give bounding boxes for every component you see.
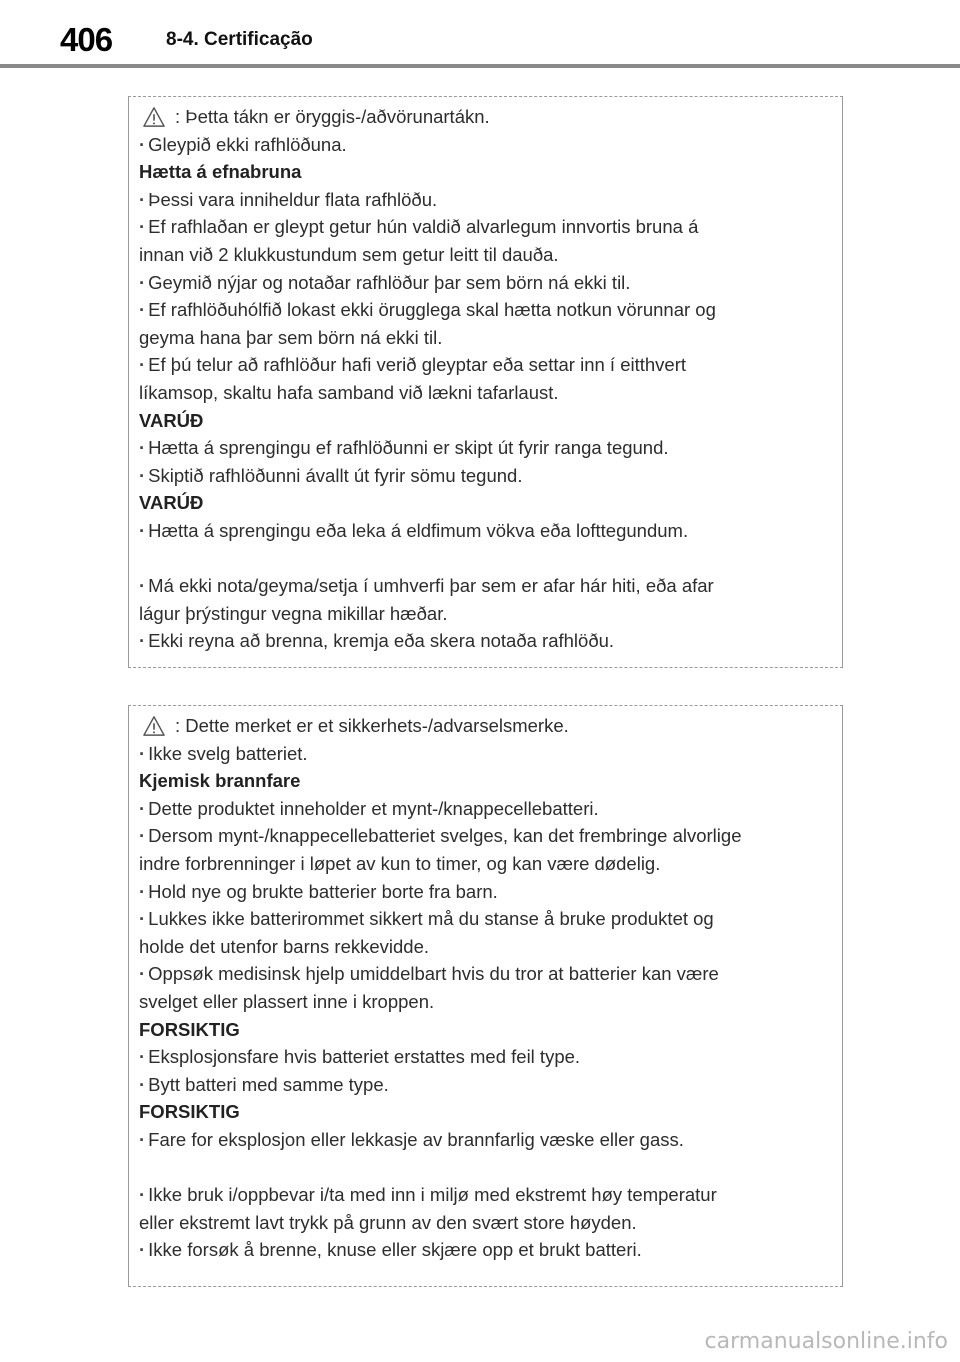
bullet-item: · Lukkes ikke batterirommet sikkert må du stanse å bruke produktet og	[139, 905, 832, 933]
continuation-text: lágur þrýstingur vegna mikillar hæðar.	[139, 602, 448, 624]
warning-heading: Kjemisk brannfare	[139, 770, 301, 792]
norwegian-warning-box	[128, 705, 843, 1287]
warning-triangle-icon	[143, 106, 165, 128]
continuation-text: svelget eller plassert inne i kroppen.	[139, 990, 435, 1012]
section-title: 8-4. Certificação	[166, 29, 313, 50]
continuation-text: holde det utenfor barns rekkevidde.	[139, 935, 430, 957]
warning-symbol-text: : Dette merket er et sikkerhets-/advarselsmerke.	[175, 715, 569, 736]
blank-line	[139, 1154, 832, 1182]
continuation-text: eller ekstremt lavt trykk på grunn av den svært store høyden.	[139, 1211, 637, 1233]
warning-heading: FORSIKTIG	[139, 1101, 240, 1123]
continuation-text: indre forbrenninger i løpet av kun to timer, og kan være dødelig.	[139, 852, 661, 874]
bullet-item: · Ef rafhlaðan er gleypt getur hún valdið alvarlegum innvortis bruna á	[139, 213, 832, 241]
continuation-text: innan við 2 klukkustundum sem getur leitt til dauða.	[139, 243, 559, 265]
bullet-item: · Ikke bruk i/oppbevar i/ta med inn i miljø med ekstremt høy temperatur	[139, 1181, 832, 1209]
bullet-item: · Hætta á sprengingu eða leka á eldfimum vökva eða lofttegundum.	[139, 517, 832, 545]
page-number: 406	[60, 21, 113, 58]
bullet-item: · Gleypið ekki rafhlöðuna.	[139, 131, 832, 159]
continuation-text: geyma hana þar sem börn ná ekki til.	[139, 326, 443, 348]
bullet-item: · Ef rafhlöðuhólfið lokast ekki örugglega skal hætta notkun vörunnar og	[139, 296, 832, 324]
bullet-item: · Dersom mynt-/knappecellebatteriet svelges, kan det frembringe alvorlige	[139, 822, 832, 850]
bullet-item: · Ikke svelg batteriet.	[139, 740, 832, 768]
bullet-item: · Dette produktet inneholder et mynt-/knappecellebatteri.	[139, 795, 832, 823]
warning-triangle-icon	[143, 715, 165, 737]
bullet-item: · Hold nye og brukte batterier borte fra barn.	[139, 878, 832, 906]
bullet-item: · Hætta á sprengingu ef rafhlöðunni er skipt út fyrir ranga tegund.	[139, 434, 832, 462]
bullet-item: · Ef þú telur að rafhlöður hafi verið gleyptar eða settar inn í eitthvert	[139, 351, 832, 379]
header-divider	[0, 64, 960, 68]
bullet-item: · Oppsøk medisinsk hjelp umiddelbart hvis du tror at batterier kan være	[139, 960, 832, 988]
icelandic-warning-box	[128, 96, 843, 668]
warning-heading: FORSIKTIG	[139, 1018, 240, 1040]
bullet-item: · Fare for eksplosjon eller lekkasje av brannfarlig væske eller gass.	[139, 1126, 832, 1154]
warning-symbol-text: : Þetta tákn er öryggis-/aðvörunartákn.	[175, 106, 490, 127]
page-header	[0, 0, 960, 68]
bullet-item: · Skiptið rafhlöðunni ávallt út fyrir sömu tegund.	[139, 462, 832, 490]
warning-symbol-line	[139, 712, 832, 740]
bullet-item: · Geymið nýjar og notaðar rafhlöður þar sem börn ná ekki til.	[139, 269, 832, 297]
bullet-item: · Ekki reyna að brenna, kremja eða skera notaða rafhlöðu.	[139, 627, 832, 655]
bullet-item: · Má ekki nota/geyma/setja í umhverfi þar sem er afar hár hiti, eða afar	[139, 572, 832, 600]
bullet-item: · Eksplosjonsfare hvis batteriet erstattes med feil type.	[139, 1043, 832, 1071]
warning-heading: Hætta á efnabruna	[139, 161, 302, 183]
warning-heading: VARÚÐ	[139, 409, 204, 431]
warning-heading: VARÚÐ	[139, 492, 204, 514]
blank-line	[139, 545, 832, 573]
watermark: carmanualsonline.info	[704, 1329, 948, 1354]
bullet-item: · Þessi vara inniheldur flata rafhlöðu.	[139, 186, 832, 214]
warning-symbol-line	[139, 103, 832, 131]
bullet-item: · Ikke forsøk å brenne, knuse eller skjære opp et brukt batteri.	[139, 1236, 832, 1264]
continuation-text: líkamsop, skaltu hafa samband við lækni tafarlaust.	[139, 381, 559, 403]
bullet-item: · Bytt batteri med samme type.	[139, 1071, 832, 1099]
